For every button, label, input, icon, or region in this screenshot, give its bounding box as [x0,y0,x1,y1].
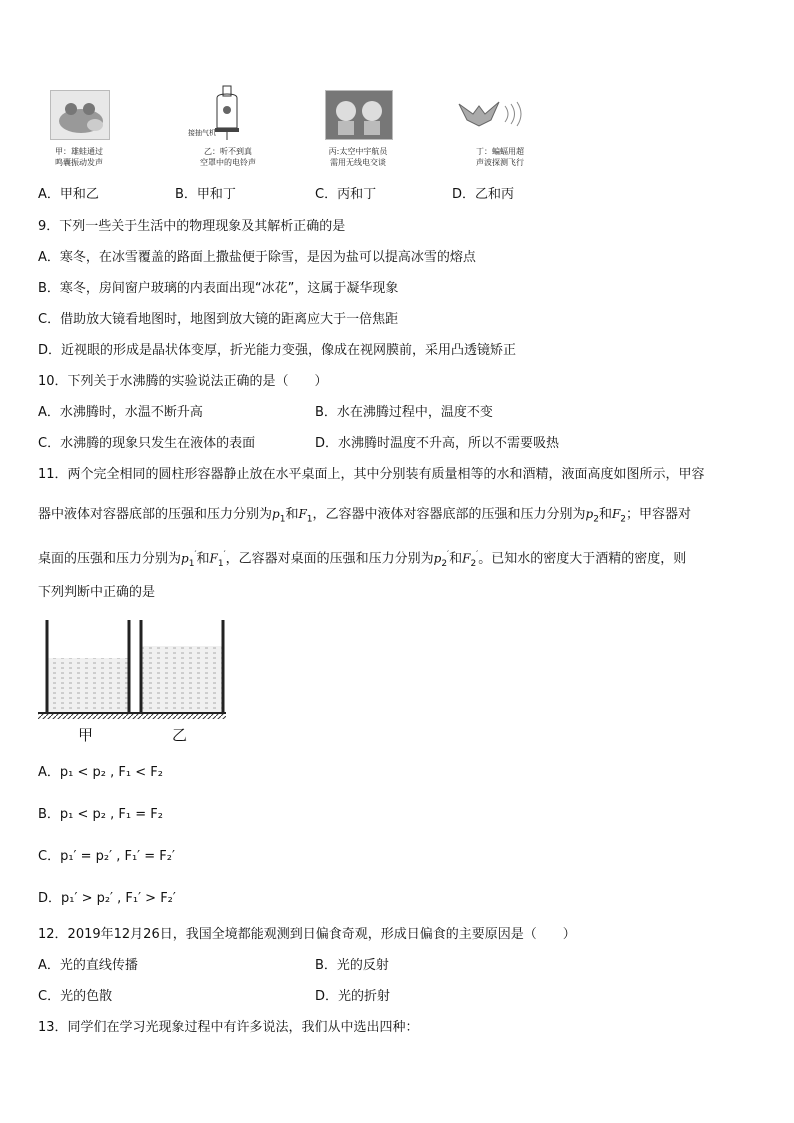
q12-stem: 12．2019年12月26日，我国全境都能观测到日偏食奇观，形成日偏食的主要原因是（ ） [38,927,576,942]
caption-bat: 丁：蝙蝠用超 声波探测飞行 [476,147,524,167]
container-label-jia: 甲 [78,726,94,744]
q11-option-b[interactable]: B．p₁ < p₂ , F₁ = F₂ [38,807,163,822]
q11-line4: 下列判断中正确的是 [38,585,156,600]
q10-option-c[interactable]: C．水沸腾的现象只发生在液体的表面 [38,436,256,451]
astronaut-image [325,90,393,140]
q8-option-c[interactable]: C．丙和丁 [315,187,377,202]
q12-option-a[interactable]: A．光的直线传播 [38,958,138,973]
q12-option-b[interactable]: B．光的反射 [315,958,389,973]
containers-figure [36,616,226,744]
frog-icon [51,91,109,139]
q10-option-a[interactable]: A．水沸腾时，水温不断升高 [38,405,203,420]
astronaut-icon [326,91,392,139]
q10-option-b[interactable]: B．水在沸腾过程中，温度不变 [315,405,493,420]
q11-option-a[interactable]: A．p₁ < p₂ , F₁ < F₂ [38,765,163,780]
q10-stem: 10．下列关于水沸腾的实验说法正确的是（ ） [38,374,328,389]
pump-label: 接抽气机 [188,129,216,137]
q11-option-c[interactable]: C．p₁′ = p₂′ , F₁′ = F₂′ [38,849,175,864]
frog-image [50,90,110,140]
q8-option-b[interactable]: B．甲和丁 [175,187,236,202]
caption-astronaut: 丙:太空中宇航员 需用无线电交谈 [328,147,388,167]
bat-icon [455,96,535,136]
bat-image [455,96,535,136]
q13-stem: 13．同学们在学习光现象过程中有许多说法，我们从中选出四种： [38,1020,419,1035]
q11-line3: 桌面的压强和压力分别为$p_1'$和$F_1'$，乙容器对桌面的压强和压力分别为$p_2'$和$F_2'$。已知水的密度大于酒精的密度，则 [38,550,687,569]
q10-option-d[interactable]: D．水沸腾时温度不升高，所以不需要吸热 [315,436,560,451]
q11-option-d[interactable]: D．p₁′ > p₂′ , F₁′ > F₂′ [38,891,176,906]
q9-option-c[interactable]: C．借助放大镜看地图时，地图到放大镜的距离应大于一倍焦距 [38,312,399,327]
q11-line1: 11．两个完全相同的圆柱形容器静止放在水平桌面上，其中分别装有质量相等的水和酒精，液面高度如图所示，甲容 [38,467,705,482]
q8-option-a[interactable]: A．甲和乙 [38,187,99,202]
q11-line2: 器中液体对容器底部的压强和压力分别为$p_1$和$F_1$，乙容器中液体对容器底部的压强和压力分别为$p_2$和$F_2$；甲容器对 [38,507,692,525]
q9-option-b[interactable]: B．寒冬，房间窗户玻璃的内表面出现“冰花”，这属于凝华现象 [38,281,399,296]
q12-option-d[interactable]: D．光的折射 [315,989,391,1004]
caption-bell-jar: 乙：听不到真 空罩中的电铃声 [200,147,256,167]
q12-option-c[interactable]: C．光的色散 [38,989,113,1004]
container-label-yi: 乙 [172,726,188,744]
q9-stem: 9．下列一些关于生活中的物理现象及其解析正确的是 [38,219,346,234]
q8-option-d[interactable]: D．乙和丙 [452,187,515,202]
caption-frog: 甲：雄蛙通过 鸣囊振动发声 [55,147,103,167]
containers-diagram [36,616,226,720]
q9-option-d[interactable]: D．近视眼的形成是晶状体变厚，折光能力变强，像成在视网膜前，采用凸透镜矫正 [38,343,517,358]
q9-option-a[interactable]: A．寒冬，在冰雪覆盖的路面上撒盐便于除雪，是因为盐可以提高冰雪的熔点 [38,250,476,265]
